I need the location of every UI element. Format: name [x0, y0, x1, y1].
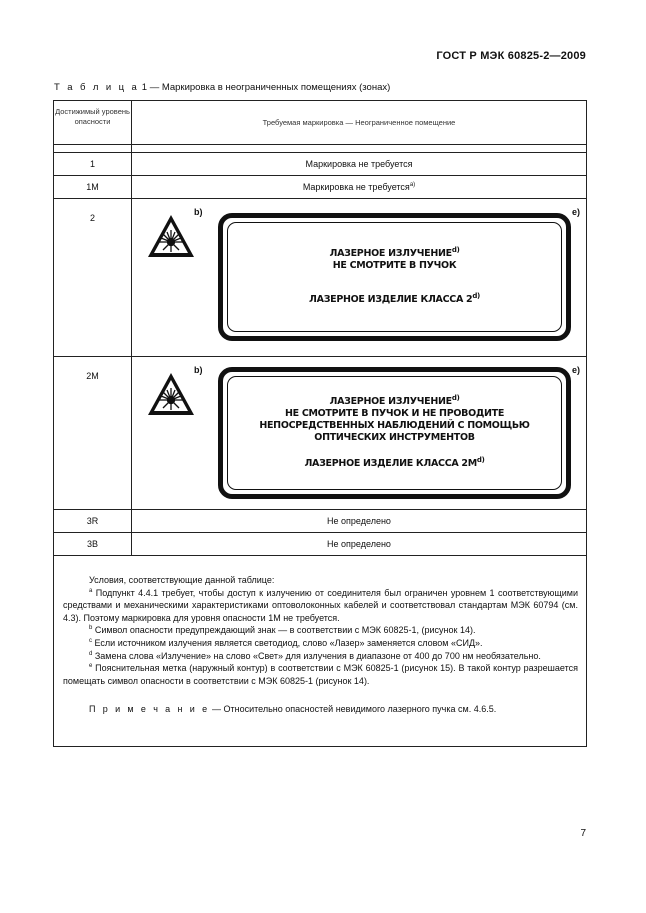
level-cell: 3R: [54, 510, 132, 532]
level-cell: 2М: [54, 357, 132, 509]
panel-line: ЛАЗЕРНОЕ ИЗДЕЛИЕ КЛАССА $2М^{d)}$: [304, 455, 485, 469]
level-cell: 1М: [54, 176, 132, 198]
marking-cell: Маркировка не требуется: [305, 159, 413, 169]
caption-prefix: Т а б л и ц а: [54, 82, 140, 93]
footnotes: [54, 556, 586, 746]
table-note: П р и м е ч а н и е — Относительно опасностей невидимого лазерного пучка см. 4.6.5.: [89, 704, 497, 715]
footnote-e: $^e$ Пояснительная метка (наружный контур) в соответствии с МЭК 60825-1 (рисунок 15). В такой контур разрешается помещать символ опасности в соответствии с МЭК 60825-1 (рисунок 14).: [63, 663, 578, 686]
explanatory-label-panel-class2m: [218, 367, 571, 499]
table-row-level-1m: [54, 176, 586, 199]
footnote-d: $^d$ Замена слова «Излучение» на слово «Свет» для излучения в диапазоне от 400 до 700 нм необязательно.: [89, 650, 541, 661]
label-b: b): [194, 365, 203, 375]
footnote-ref-a: a): [409, 182, 416, 188]
level-cell: 1: [54, 153, 132, 175]
marking-text: Маркировка не требуется: [302, 182, 410, 192]
laser-warning-triangle-icon: [146, 213, 196, 259]
table-row-level-3r: [54, 510, 586, 533]
page-number: 7: [580, 828, 586, 839]
table-row-level-2: [54, 199, 586, 357]
table-notes-row: [54, 556, 586, 746]
footnote-c: $^c$ Если источником излучения является светодиод, слово «Лазер» заменяется словом «СИД».: [89, 637, 483, 648]
panel-line: ЛАЗЕРНОЕ ИЗЛУЧЕНИЕ$^{d)}$: [329, 245, 460, 259]
laser-warning-triangle-icon: [146, 371, 196, 417]
table-spacer-row: [54, 145, 586, 153]
marking-cell: [132, 199, 586, 356]
label-e: e): [571, 207, 580, 217]
panel-line: НЕ СМОТРИТЕ В ПУЧОК: [332, 260, 457, 271]
table-caption: [54, 82, 390, 93]
label-b: b): [194, 207, 203, 217]
marking-cell: Не определено: [327, 516, 391, 526]
marking-table: [53, 100, 587, 747]
table-header-row: [54, 101, 586, 145]
explanatory-label-panel-class2: [218, 213, 571, 341]
panel-line: НЕПОСРЕДСТВЕННЫХ НАБЛЮДЕНИЙ С ПОМОЩЬЮ: [259, 420, 530, 431]
marking-cell: [132, 176, 586, 198]
table-row-level-3b: [54, 533, 586, 556]
table-row-level-2m: [54, 357, 586, 510]
table-row-level-1: [54, 153, 586, 176]
caption-text: 1 — Маркировка в неограниченных помещениях (зонах): [141, 82, 391, 93]
footnote-b: $^b$ Символ опасности предупреждающий знак — в соответствии с МЭК 60825-1, (рисунок 14).: [89, 625, 476, 636]
panel-line: ЛАЗЕРНОЕ ИЗЛУЧЕНИЕ$^{d)}$: [329, 393, 460, 407]
col2-header: Требуемая маркировка — Неограниченное помещение: [262, 118, 456, 127]
level-cell: 2: [54, 199, 132, 356]
panel-line: ОПТИЧЕСКИХ ИНСТРУМЕНТОВ: [314, 432, 475, 443]
panel-line: НЕ СМОТРИТЕ В ПУЧОК И НЕ ПРОВОДИТЕ: [284, 408, 505, 419]
label-e: e): [571, 365, 580, 375]
level-cell: 3В: [54, 533, 132, 555]
panel-line: ЛАЗЕРНОЕ ИЗДЕЛИЕ КЛАССА 2$^{d)}$: [309, 291, 480, 305]
footnote-a: $^a$ Подпункт 4.4.1 требует, чтобы доступ к излучению от соединителя был ограничен уровнем 1 соответствующими средствами и механическими характеристиками оптоволоконных кабелей и соответствовал стандартам МЭК 60794 (см. 4.3). Поэтому маркировка для уровня опасности 1М не требуется.: [63, 587, 578, 623]
col1-header: Достижимый уровень опасности: [54, 101, 132, 144]
footnote-intro: Условия, соответствующие данной таблице:: [89, 575, 275, 585]
marking-cell: [132, 357, 586, 509]
marking-cell: Не определено: [327, 539, 391, 549]
standard-header: ГОСТ Р МЭК 60825-2—2009: [436, 50, 586, 62]
